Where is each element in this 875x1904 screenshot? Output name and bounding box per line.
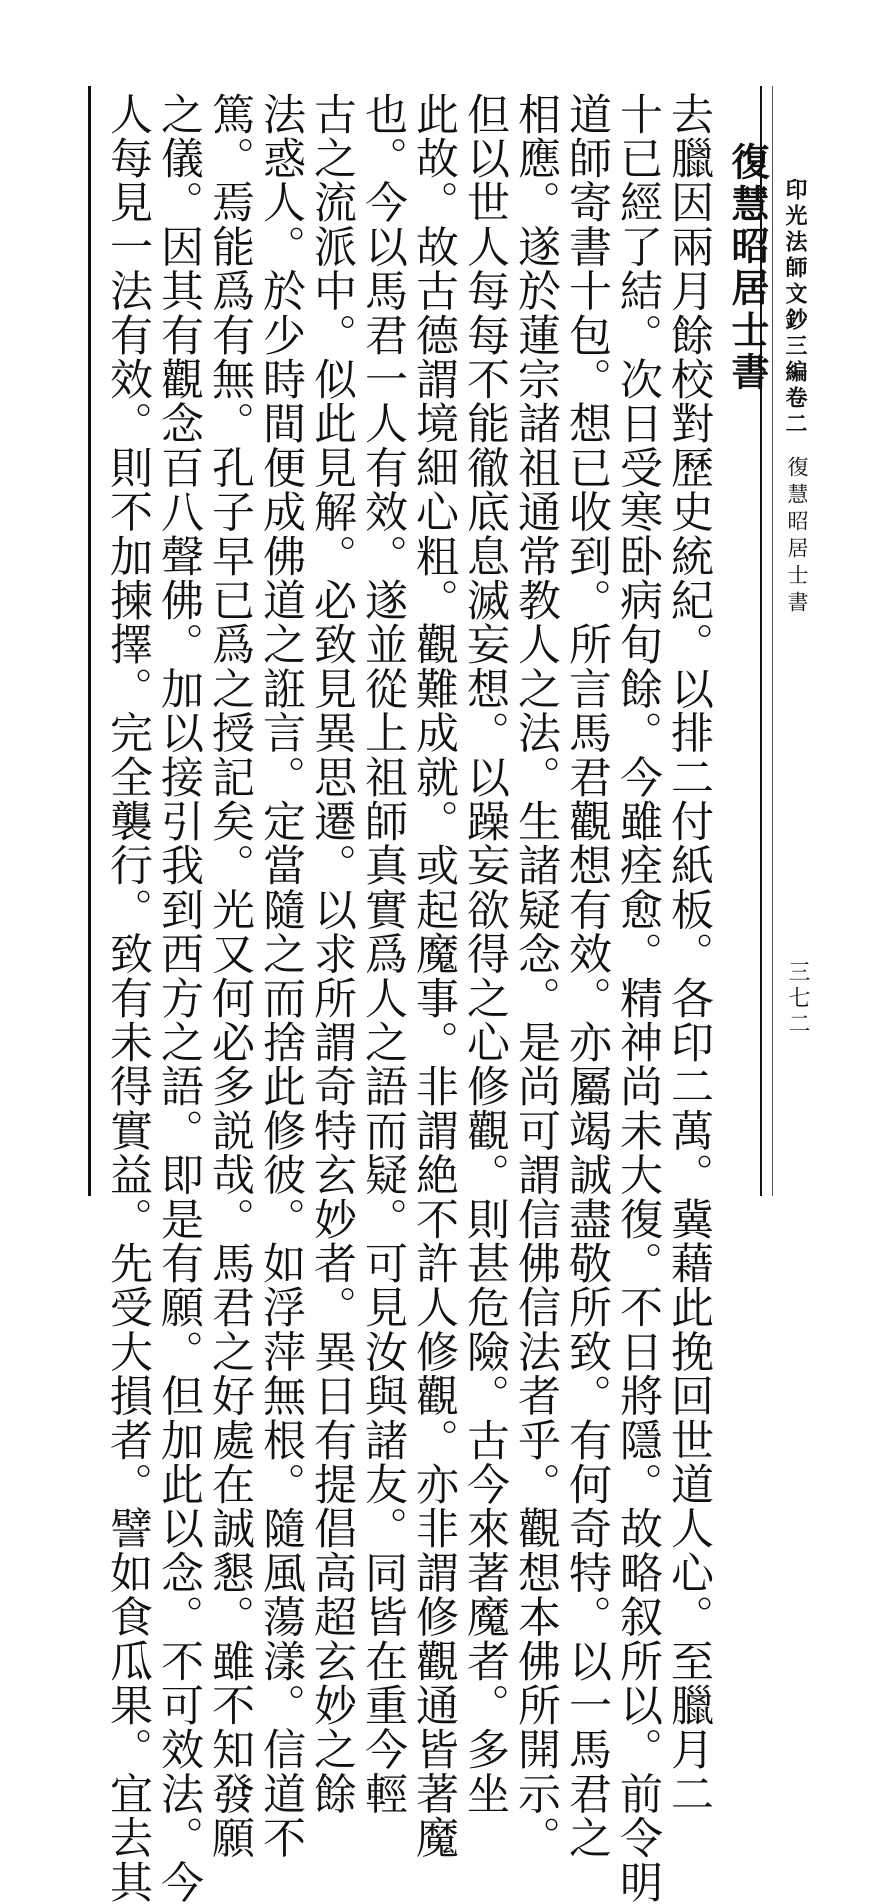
text-column: 篤。焉能爲有無。孔子早已爲之授記矣。光又何必多説哉。馬君之好處在誠懇。雖不知發願: [205, 92, 255, 1860]
chapter-title: 復慧昭居士書: [785, 456, 809, 618]
letter-body: [100, 92, 714, 1904]
text-column: 古之流派中。似此見解。必致見異思遷。以求所謂奇特玄妙者。異日有提倡高超玄妙之餘: [307, 92, 357, 1816]
letter-title: 復慧昭居士書: [725, 142, 770, 394]
text-column: 此故。故古德謂境細心粗。觀難成就。或起魔事。非謂絶不許人修觀。亦非謂修觀通皆著魔: [409, 92, 459, 1860]
page-number: 三七二: [785, 960, 810, 1038]
book-title: 印光法師文鈔三編卷二: [782, 178, 808, 438]
text-column: 道師寄書十包。想已收到。所言馬君觀想有效。亦屬竭誠盡敬所致。有何奇特。以一馬君之: [562, 92, 612, 1860]
text-column: 也。今以馬君一人有效。遂並從上祖師真實爲人之語而疑。可見汝與諸友。同皆在重今輕: [358, 92, 408, 1816]
text-column: 相應。遂於蓮宗諸祖通常教人之法。生諸疑念。是尚可謂信佛信法者乎。觀想本佛所開示。: [511, 92, 561, 1860]
text-column: 十已經了結。次日受寒卧病旬餘。今雖痊愈。精神尚未大復。不日將隱。故略叙所以。前令明: [613, 92, 663, 1904]
left-frame-rule: [88, 86, 91, 1196]
text-column: 但以世人每每不能徹底息滅妄想。以躁妄欲得之心修觀。則甚危險。古今來著魔者。多坐: [460, 92, 510, 1816]
text-column: 去臘因兩月餘校對歷史統紀。以排二付紙板。各印二萬。冀藉此挽回世道人心。至臘月二: [664, 92, 714, 1816]
text-column: 法惑人。於少時間便成佛道之誑言。定當隨之而捨此修彼。如浮萍無根。隨風蕩漾。信道不: [256, 92, 306, 1860]
text-column: 之儀。因其有觀念百八聲佛。加以接引我到西方之語。即是有願。但加此以念。不可效法。今: [154, 92, 204, 1904]
text-column: 人每見一法有效。則不加揀擇。完全襲行。致有未得實益。先受大損者。譬如食瓜果。宜去其: [103, 92, 153, 1904]
